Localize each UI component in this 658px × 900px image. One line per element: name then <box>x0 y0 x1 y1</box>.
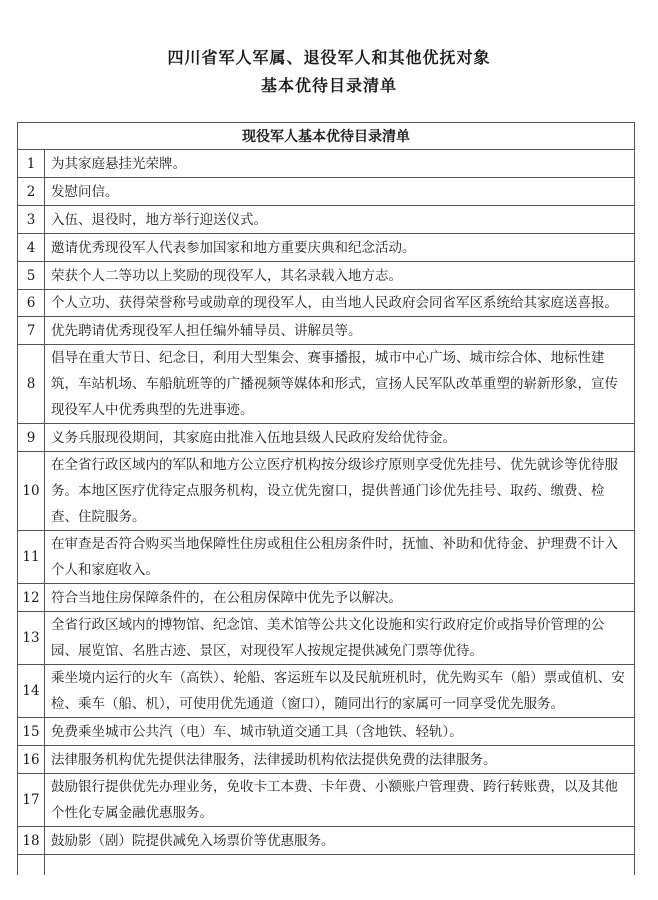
row-number: 6 <box>18 290 45 317</box>
row-number: 2 <box>18 178 45 206</box>
row-text: 为其家庭悬挂光荣牌。 <box>45 150 635 178</box>
row-text: 鼓励银行提供优先办理业务，免收卡工本费、卡年费、小额账户管理费、跨行转账费，以及其他个性化专属金融优惠服务。 <box>45 774 635 827</box>
row-text: 倡导在重大节日、纪念日，利用大型集会、赛事播报，城市中心广场、城市综合体、地标性建筑，车站机场、车船航班等的广播视频等媒体和形式，宣扬人民军队改革重塑的崭新形象，宣传现役军人中优秀典型的先进事迹。 <box>45 345 635 424</box>
row-number: 9 <box>18 424 45 452</box>
title-line-2: 基本优待目录清单 <box>260 76 397 95</box>
table-row <box>18 262 635 290</box>
row-text: 发慰问信。 <box>45 178 635 206</box>
row-number: 4 <box>18 234 45 262</box>
row-text: 优先聘请优秀现役军人担任编外辅导员、讲解员等。 <box>45 317 635 345</box>
table-row <box>18 774 635 827</box>
row-text: 在审查是否符合购买当地保障性住房或租住公租房条件时，抚恤、补助和优待金、护理费不计入个人和家庭收入。 <box>45 531 635 584</box>
table-row <box>18 317 635 345</box>
row-number: 17 <box>18 774 45 827</box>
row-number: 15 <box>18 718 45 746</box>
table-header-row <box>18 123 635 150</box>
table-row <box>18 584 635 612</box>
row-number: 8 <box>18 345 45 424</box>
table-row <box>18 612 635 665</box>
row-number-empty <box>18 855 45 876</box>
row-text: 全省行政区域内的博物馆、纪念馆、美术馆等公共文化设施和实行政府定价或指导价管理的公园、展览馆、名胜古迹、景区，对现役军人按规定提供减免门票等优待。 <box>45 612 635 665</box>
row-number: 12 <box>18 584 45 612</box>
table-row <box>18 718 635 746</box>
row-text: 入伍、退役时，地方举行迎送仪式。 <box>45 206 635 234</box>
row-number: 14 <box>18 665 45 718</box>
row-text: 符合当地住房保障条件的，在公租房保障中优先予以解决。 <box>45 584 635 612</box>
row-number: 13 <box>18 612 45 665</box>
table-row <box>18 290 635 317</box>
row-text: 荣获个人二等功以上奖励的现役军人，其名录载入地方志。 <box>45 262 635 290</box>
table-row <box>18 531 635 584</box>
table-row <box>18 178 635 206</box>
table-row <box>18 234 635 262</box>
table-row <box>18 452 635 531</box>
row-number: 18 <box>18 827 45 855</box>
table-row <box>18 345 635 424</box>
table-row <box>18 424 635 452</box>
table-row <box>18 206 635 234</box>
row-text: 义务兵服现役期间，其家庭由批准入伍地县级人民政府发给优待金。 <box>45 424 635 452</box>
row-text: 免费乘坐城市公共汽（电）车、城市轨道交通工具（含地铁、轻轨）。 <box>45 718 635 746</box>
row-text: 乘坐境内运行的火车（高铁）、轮船、客运班车以及民航班机时，优先购买车（船）票或值机、安检、乘车（船、机），可使用优先通道（窗口），随同出行的家属可一同享受优先服务。 <box>45 665 635 718</box>
title-line-1: 四川省军人军属、退役军人和其他优抚对象 <box>167 48 491 67</box>
row-number: 3 <box>18 206 45 234</box>
table-row <box>18 665 635 718</box>
table-header: 现役军人基本优待目录清单 <box>18 123 635 150</box>
row-text-empty <box>45 855 635 876</box>
table-row <box>18 827 635 855</box>
table-row <box>18 150 635 178</box>
row-number: 5 <box>18 262 45 290</box>
benefits-table <box>17 122 635 875</box>
row-number: 1 <box>18 150 45 178</box>
row-text: 鼓励影（剧）院提供减免入场票价等优惠服务。 <box>45 827 635 855</box>
row-text: 个人立功、获得荣誉称号或勋章的现役军人，由当地人民政府会同省军区系统给其家庭送喜报。 <box>45 290 635 317</box>
table-row-partial <box>18 855 635 876</box>
row-number: 11 <box>18 531 45 584</box>
table-row <box>18 746 635 774</box>
row-number: 10 <box>18 452 45 531</box>
row-text: 在全省行政区域内的军队和地方公立医疗机构按分级诊疗原则享受优先挂号、优先就诊等优待服务。本地区医疗优待定点服务机构，设立优先窗口，提供普通门诊优先挂号、取药、缴费、检查、住院服务。 <box>45 452 635 531</box>
document-title <box>0 44 658 100</box>
row-number: 7 <box>18 317 45 345</box>
row-number: 16 <box>18 746 45 774</box>
row-text: 邀请优秀现役军人代表参加国家和地方重要庆典和纪念活动。 <box>45 234 635 262</box>
row-text: 法律服务机构优先提供法律服务，法律援助机构依法提供免费的法律服务。 <box>45 746 635 774</box>
